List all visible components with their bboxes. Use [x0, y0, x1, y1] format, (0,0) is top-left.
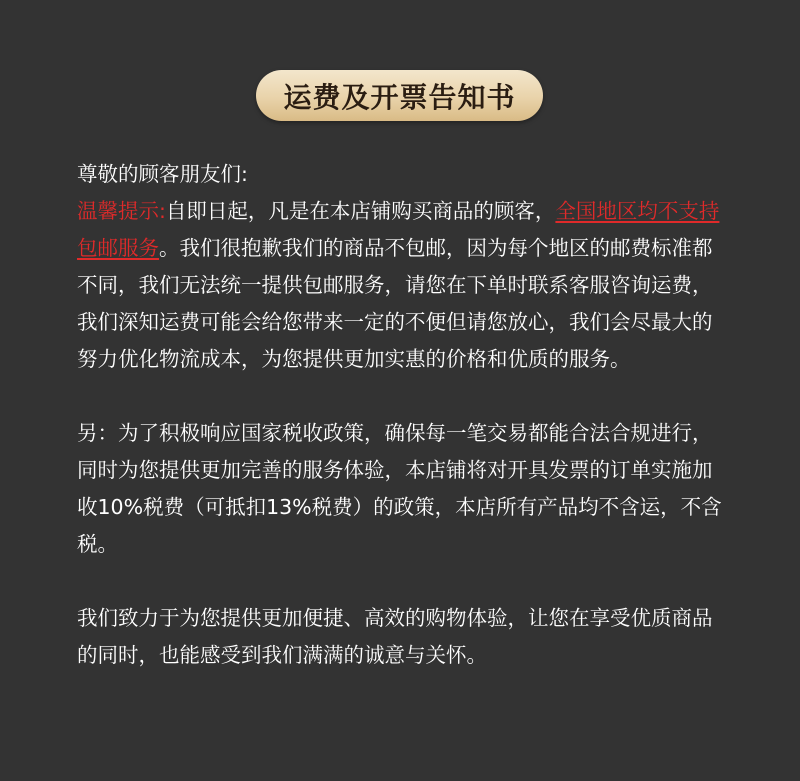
- notice-body: [77, 156, 729, 674]
- notice-body-text: 。我们很抱歉我们的商品不包邮，因为每个地区的邮费标准都不同，我们无法统一提供包邮服务，请您在下单时联系客服咨询运费，我们深知运费可能会给您带来一定的不便但请您放心，我们会尽最大的努力优化物流成本，为您提供更加实惠的价格和优质的服务。: [77, 236, 713, 371]
- title-badge: [256, 70, 543, 121]
- paragraph-spacer: [77, 563, 729, 600]
- no-free-shipping-highlight: 全国地区均不支持包邮服务: [77, 199, 720, 260]
- notice-intro-text: 自即日起，凡是在本店铺购买商品的顾客，: [165, 199, 556, 223]
- notice-label: 温馨提示:: [77, 199, 166, 223]
- page-title: 运费及开票告知书: [283, 80, 516, 114]
- invoice-paragraph: 另：为了积极响应国家税收政策，确保每一笔交易都能合法合规进行，同时为您提供更加完善的服务体验，本店铺将对开具发票的订单实施加收10%税费（可抵扣13%税费）的政策，本店所有产品均不含运，不含税。: [77, 421, 722, 556]
- notice-paragraph: [77, 193, 729, 378]
- greeting-line: 尊敬的顾客朋友们:: [77, 162, 248, 186]
- paragraph-spacer: [77, 378, 729, 415]
- closing-paragraph: 我们致力于为您提供更加便捷、高效的购物体验，让您在享受优质商品的同时，也能感受到我们满满的诚意与关怀。: [77, 606, 713, 667]
